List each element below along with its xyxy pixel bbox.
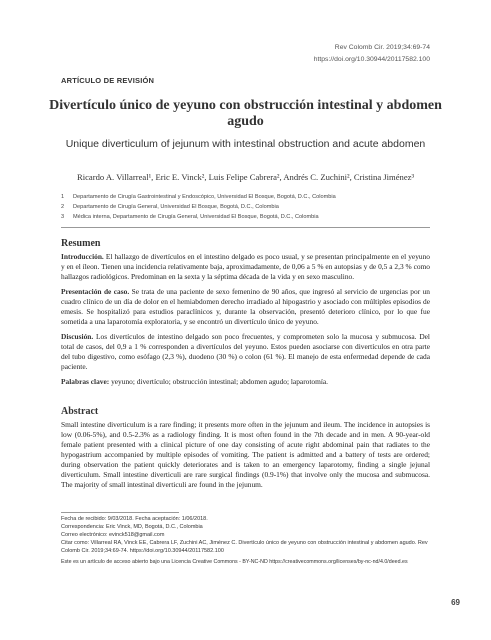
doi-link[interactable]: https://doi.org/10.30944/20117582.100 <box>313 56 430 63</box>
affiliation-item <box>61 202 441 212</box>
discussion-label: Discusión. <box>61 332 94 341</box>
case-label: Presentación de caso. <box>61 287 130 296</box>
affiliations <box>61 192 441 222</box>
author-list: Ricardo A. Villarreal¹, Eric E. Vinck², Luis Felipe Cabrera², Andrés C. Zuchini², Cristina Jiménez³ <box>76 172 415 182</box>
title-english: Unique diverticulum of jejunum with intestinal obstruction and acute abdomen <box>65 138 426 150</box>
footnotes <box>61 515 430 555</box>
footnote-citation: Citar como: Villarreal RA, Vinck EE, Cabrera LF, Zuchini AC, Jiménez C. Divertículo único de yeyuno con obstrucción intestinal y abdomen agudo. Rev Colomb Cir. 2019;34:69-74. https://doi.org/10.30944/20117582.100 <box>61 540 428 554</box>
resumen-case <box>61 287 430 327</box>
affiliation-text: Departamento de Cirugía General, Universidad El Bosque, Bogotá, D.C., Colombia <box>73 204 279 210</box>
abstract-heading: Abstract <box>61 406 99 417</box>
intro-label: Introducción. <box>61 252 104 261</box>
resumen-body <box>61 252 430 392</box>
footnote-divider <box>61 512 179 513</box>
keywords-text: yeyuno; divertículo; obstrucción intestinal; abdomen agudo; laparotomía. <box>109 377 329 386</box>
affiliation-item <box>61 192 441 202</box>
title-spanish: Divertículo único de yeyuno con obstrucción intestinal y abdomen agudo <box>49 98 442 129</box>
footnote-email[interactable]: Correo electrónico: evinck518@gmail.com <box>61 532 165 538</box>
section-divider <box>61 227 430 228</box>
keywords-label: Palabras clave: <box>61 377 110 386</box>
footnote-dates: Fecha de recibido: 9/03/2018. Fecha aceptación: 1/06/2018. <box>61 516 208 522</box>
case-text: Se trata de una paciente de sexo femenino de 90 años, que ingresó al servicio de urgencias por un cuadro clínico de un día de dolor en el hemiabdomen derecho irradiado al hipogastrio y asociado con múltiples episodios de emesis. Se hospitalizó para estudios paraclínicos y, durante la observación, presentó deterioro clínico, por lo que fue sometida a una laparotomía exploratoria, y se encontró un divertículo único de yeyuno. <box>61 287 430 326</box>
affiliation-number: 3 <box>61 214 65 220</box>
intro-text: El hallazgo de divertículos en el intestino delgado es poco usual, y se presentan principalmente en el yeyuno y en el íleon. Tienen una incidencia relativamente baja, aproximadamente, de 0,06 a 5 % en autopsias y de 0,5 a 2,3 % como hallazgos radiológicos. Predominan en la sexta y la séptima década de la vida y en sexo masculino. <box>61 252 430 281</box>
affiliation-text: Departamento de Cirugía Gastrointestinal y Endoscópico, Universidad El Bosque, Bogotá, D.C., Colombia <box>73 194 336 200</box>
affiliation-number: 1 <box>61 194 65 200</box>
journal-header <box>314 42 430 66</box>
footnote-correspondence: Correspondencia: Eric Vinck, MD, Bogotá, D.C., Colombia <box>61 524 203 530</box>
affiliation-number: 2 <box>61 204 65 210</box>
resumen-intro <box>61 252 430 282</box>
affiliation-text: Médica interna, Departamento de Cirugía General, Universidad El Bosque, Bogotá, D.C., Colombia <box>73 214 319 220</box>
affiliation-item <box>61 212 441 222</box>
license-note: Este es un artículo de acceso abierto bajo una Licencia Creative Commons - BY-NC-ND https://creativecommons.org/licenses/by-nc-nd/4.0/deed.es <box>61 559 408 565</box>
discussion-text: Los divertículos de intestino delgado son poco frecuentes, y comprometen solo la mucosa y submucosa. Del total de casos, del 0,9 a 1 % corresponden a divertículos del yeyuno. Estos pueden asociarse con divertículos en otra parte del tubo digestivo, como esófago (2,3 %), duodeno (30 %) o colon (61 %). El manejo de esta enfermedad depende de cada paciente. <box>61 332 430 371</box>
section-label: ARTÍCULO DE REVISIÓN <box>61 76 155 85</box>
page-number: 69 <box>451 598 460 607</box>
journal-citation: Rev Colomb Cir. 2019;34:69-74 <box>334 44 430 51</box>
resumen-discussion <box>61 332 430 372</box>
abstract-body: Small intestine diverticulum is a rare finding; it presents more often in the jejunum and ileum. The incidence in autopsies is low (0.06-5%), and 0.5-2.3% as a radiology finding. It is most often found in the 7th decade and in men. A 90-year-old female patient presented with a clinical picture of one day consisting of acute right abdominal pain that radiates to the hypogastrium accompanied by multiple episodes of vomiting. The patient is admitted and a battery of tests are ordered; during observation the patient quickly deteriorates and is taken to an emergency laparotomy, finding a single jejunal diverticulum. Small intestine diverticuli are rare surgical findings (0.9-1%) that involve only the mucosa and submucosa. The majority of small intestinal diverticuli are found in the jejunum. <box>61 420 430 489</box>
resumen-heading: Resumen <box>61 238 101 249</box>
resumen-keywords <box>61 377 430 387</box>
